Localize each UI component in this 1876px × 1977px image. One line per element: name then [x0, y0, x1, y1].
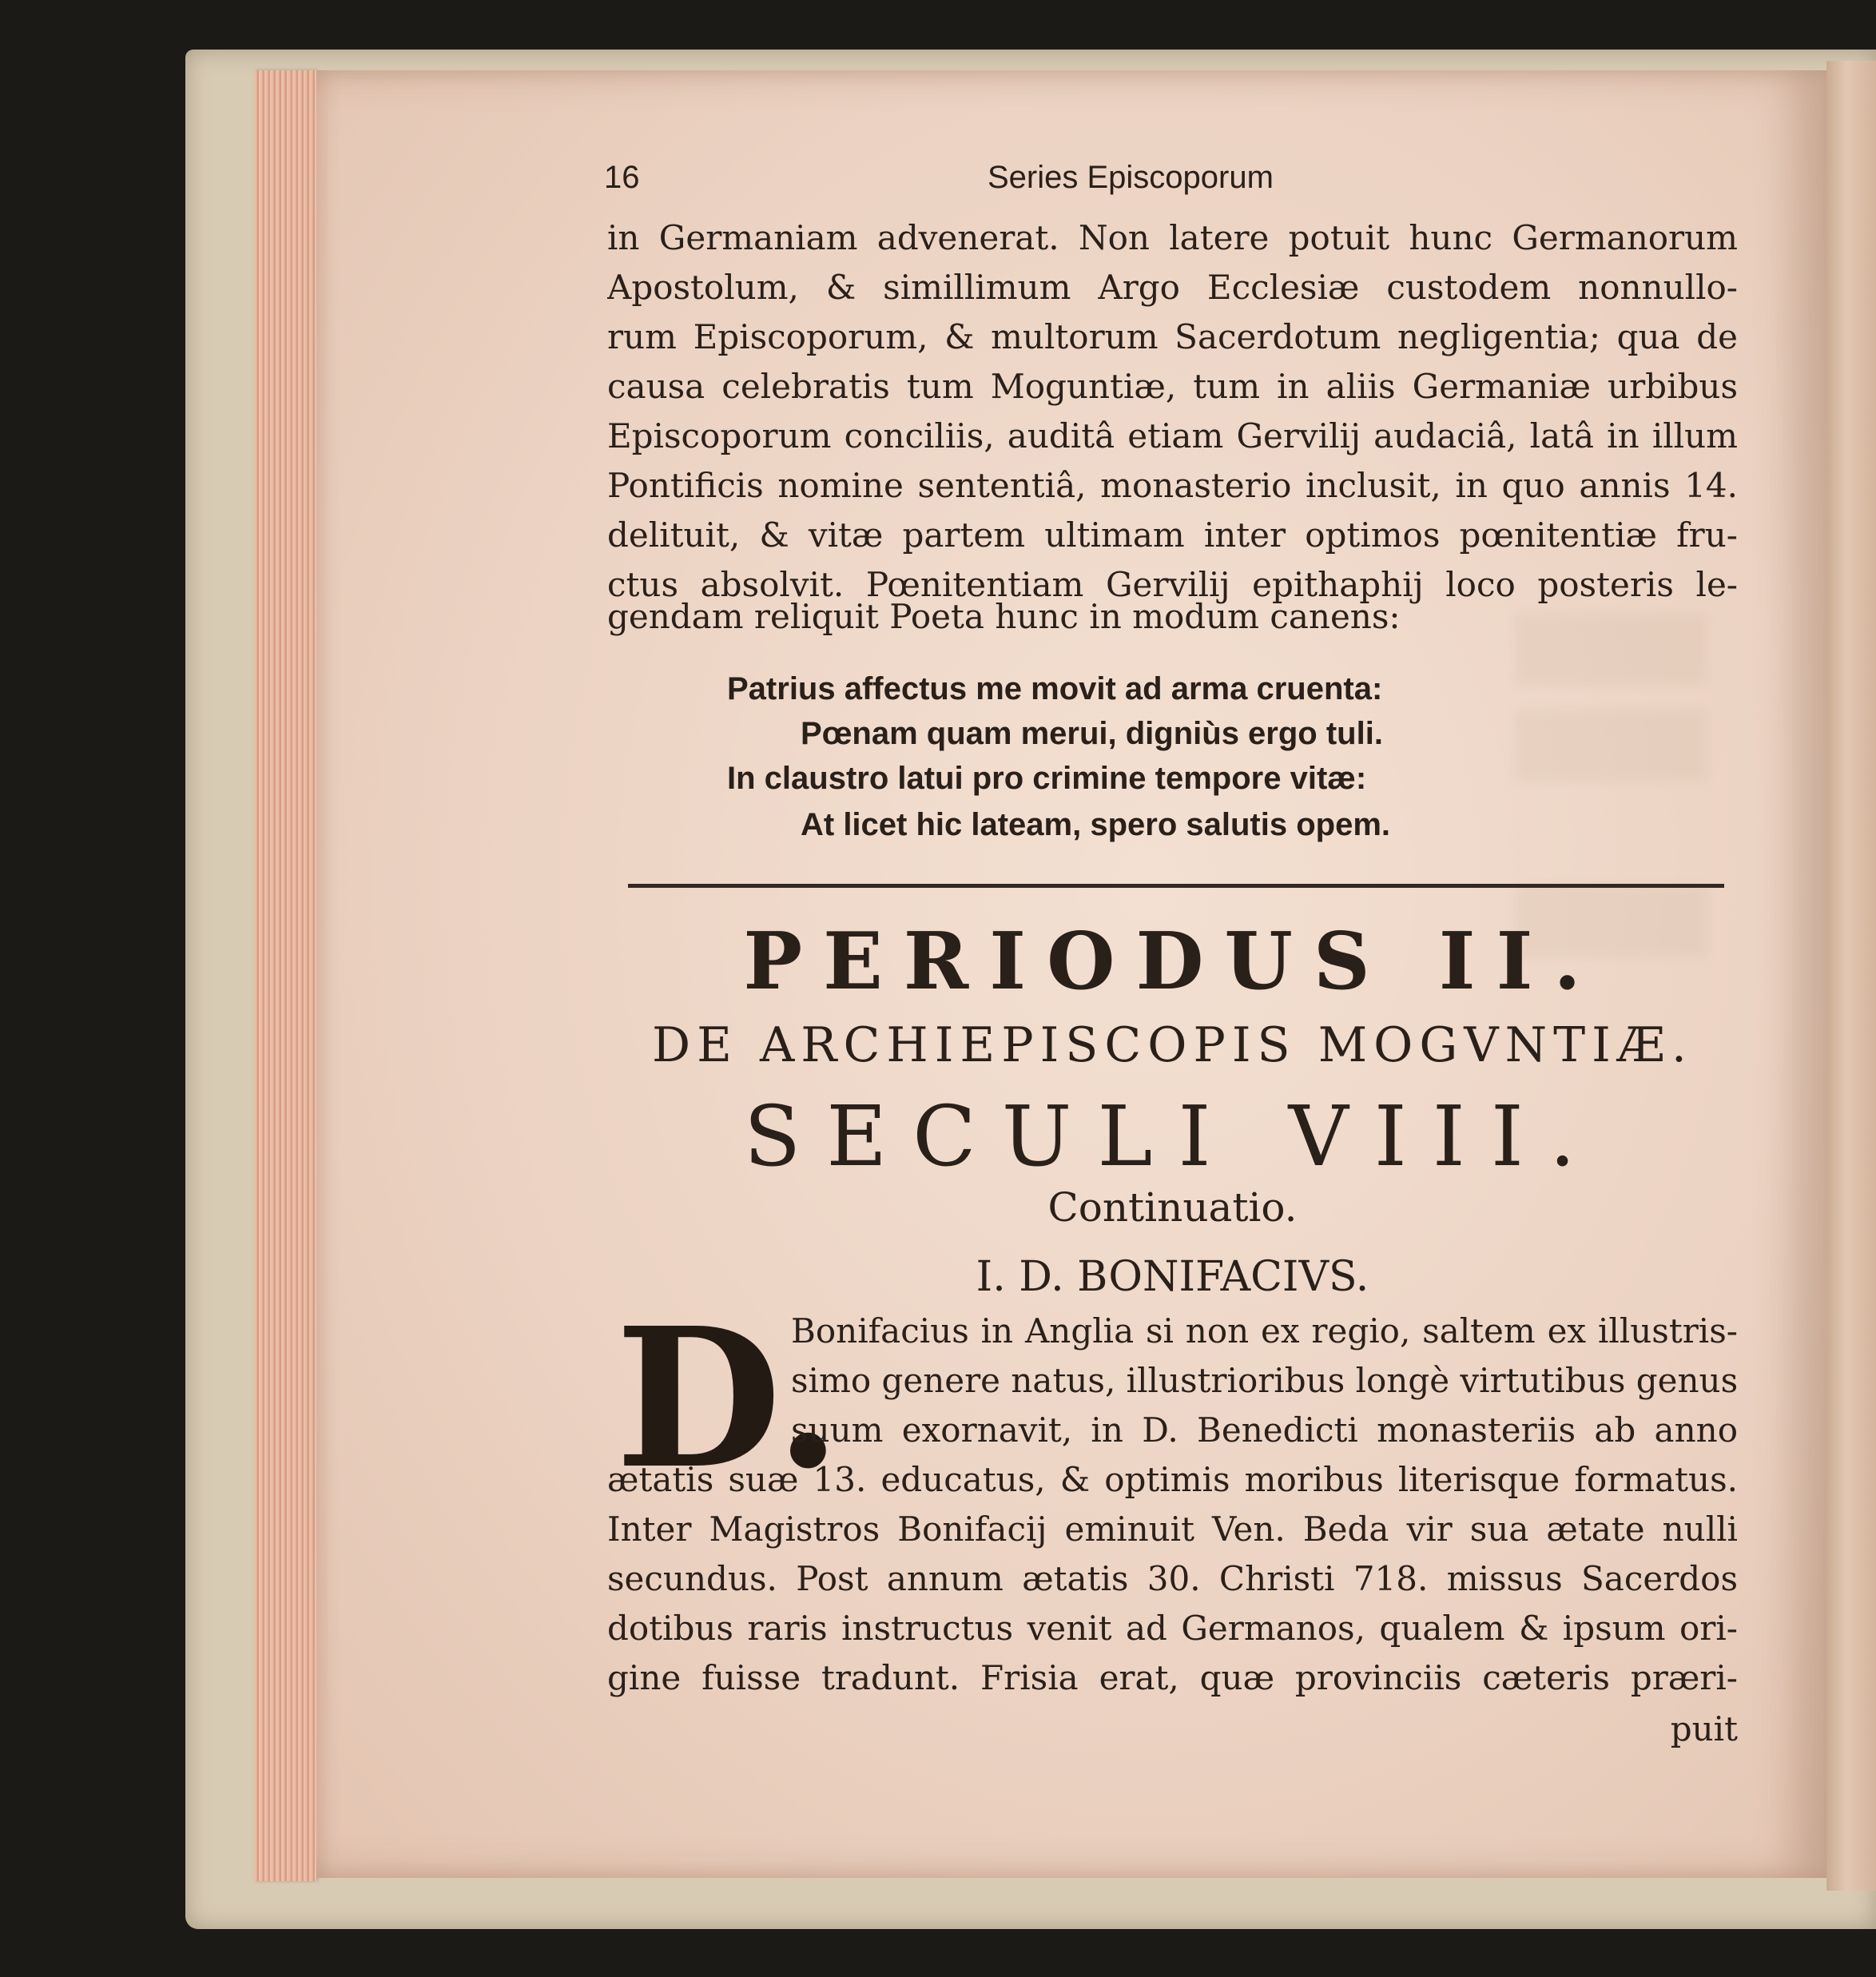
- text-line: Apostolum, & simillimum Argo Ecclesiæ custodem nonnullo-: [607, 268, 1738, 307]
- text-line: suum exornavit, in D. Benedicti monasteriis ab anno: [791, 1410, 1738, 1450]
- page-edges: [254, 70, 316, 1881]
- running-title: Series Episcoporum: [988, 160, 1274, 195]
- continuatio-heading: Continuatio.: [1047, 1184, 1298, 1231]
- show-through: [1515, 710, 1707, 782]
- text-line: Bonifacius in Anglia si non ex regio, saltem ex illustris-: [791, 1311, 1738, 1350]
- verse-line: Patrius affectus me movit ad arma cruenta:: [727, 671, 1383, 706]
- text-line: dotibus raris instructus venit ad Germanos, qualem & ipsum ori-: [607, 1609, 1738, 1648]
- archiepiscopis-heading: DE ARCHIEPISCOPIS MOGVNTIÆ.: [652, 1017, 1693, 1073]
- seculi-heading: SECULI VIII.: [744, 1088, 1601, 1185]
- text-line: Pontificis nomine sententiâ, monasterio inclusit, in quo annis 14.: [607, 466, 1738, 505]
- text-line: secundus. Post annum ætatis 30. Christi 718. missus Sacerdos: [607, 1559, 1738, 1598]
- text-line: ctus absolvit. Pœnitentiam Gervilij epithaphij loco posteris le-: [607, 565, 1738, 604]
- text-line: in Germaniam advenerat. Non latere potuit hunc Germanorum: [607, 218, 1738, 257]
- bonifacius-heading: I. D. BONIFACIVS.: [976, 1253, 1369, 1301]
- text-line: ætatis suæ 13. educatus, & optimis moribus literisque formatus.: [607, 1460, 1738, 1499]
- verse-line: In claustro latui pro crimine tempore vitæ:: [727, 761, 1367, 796]
- horizontal-rule: [628, 884, 1724, 888]
- text-line: gine fuisse tradunt. Frisia erat, quæ provinciis cæteris præri-: [607, 1658, 1738, 1697]
- text-line: Episcoporum conciliis, auditâ etiam Gervilij audaciâ, latâ in illum: [607, 416, 1738, 455]
- facing-page-edge: [1826, 61, 1876, 1891]
- text-line: delituit, & vitæ partem ultimam inter optimos pœnitentiæ fru-: [607, 515, 1738, 555]
- text-line: rum Episcoporum, & multorum Sacerdotum negligentia; qua de: [607, 317, 1738, 356]
- verse-line: Pœnam quam merui, digniùs ergo tuli.: [801, 716, 1383, 751]
- running-head: [604, 160, 1723, 206]
- text-line: simo genere natus, illustrioribus longè virtutibus genus: [791, 1361, 1738, 1400]
- text-line: gendam reliquit Poeta hunc in modum canens:: [607, 597, 1401, 636]
- verse-line: At licet hic lateam, spero salutis opem.: [801, 807, 1391, 842]
- text-line: Inter Magistros Bonifacij eminuit Ven. Beda vir sua ætate nulli: [607, 1510, 1738, 1549]
- page-number: 16: [604, 160, 640, 195]
- drop-cap: D.: [615, 1286, 842, 1511]
- periodus-heading: PERIODUS II.: [743, 916, 1602, 1008]
- text-line: causa celebratis tum Moguntiæ, tum in aliis Germaniæ urbibus: [607, 367, 1738, 406]
- catchword: puit: [1670, 1709, 1738, 1748]
